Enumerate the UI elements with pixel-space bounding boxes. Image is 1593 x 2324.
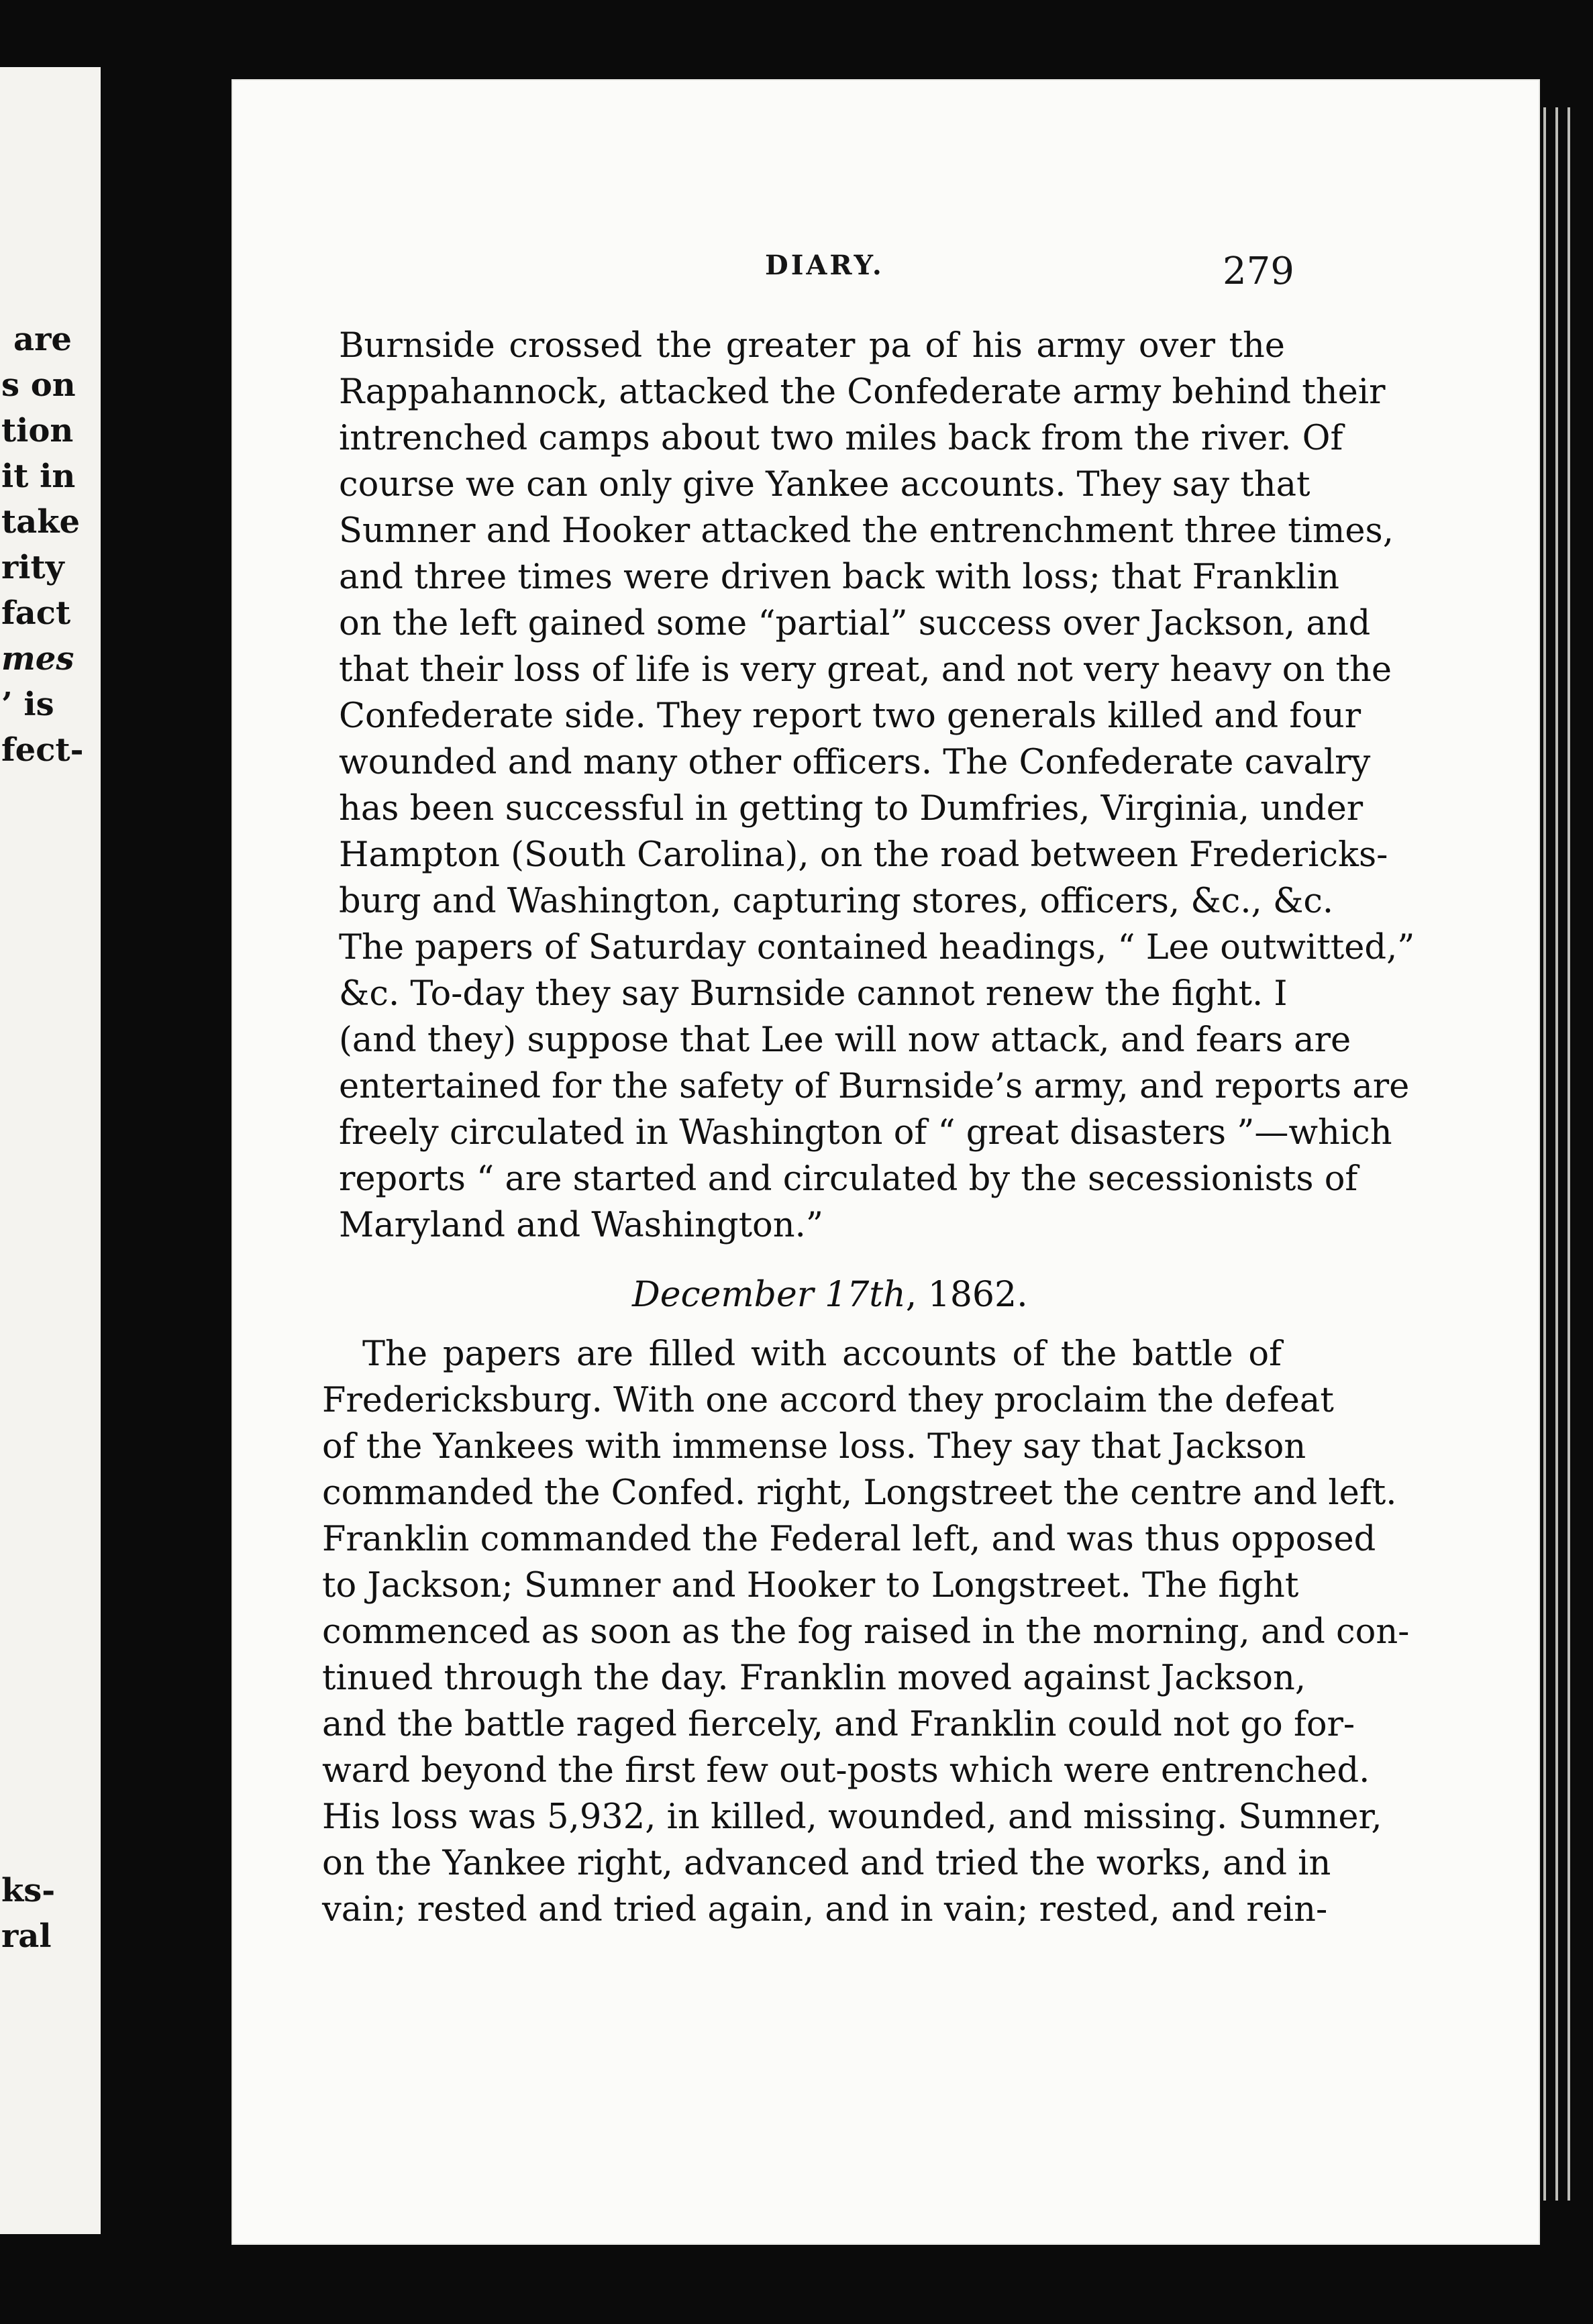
text-line: (and they) suppose that Lee will now attack, and fears are (339, 1020, 1351, 1060)
text-line: vain; rested and tried again, and in vain; rested, and rein- (322, 1890, 1328, 1930)
page-edge (1568, 107, 1570, 2201)
text-line: to Jackson; Sumner and Hooker to Longstreet. The fight (322, 1566, 1299, 1605)
text-line: that their loss of life is very great, and not very heavy on the (339, 650, 1392, 690)
text-line: Sumner and Hooker attacked the entrenchment three times, (339, 511, 1394, 551)
text-line: Burnside crossed the greater pa of his army over the (339, 326, 1285, 366)
text-line: commanded the Confed. right, Longstreet the centre and left. (322, 1473, 1397, 1513)
facing-fragment: ’ is (1, 686, 54, 723)
text-line: freely circulated in Washington of “ great disasters ”—which (339, 1113, 1392, 1153)
text-line: intrenched camps about two miles back from the river. Of (339, 419, 1343, 458)
running-head: DIARY. (765, 250, 884, 281)
text-line: Fredericksburg. With one accord they proclaim the defeat (322, 1381, 1334, 1420)
text-line: Rappahannock, attacked the Confederate army behind their (339, 372, 1386, 412)
facing-fragment: it in (1, 458, 76, 495)
facing-fragment: fact (1, 594, 71, 632)
facing-fragment: tion (1, 412, 74, 450)
text-line: and the battle raged fiercely, and Franklin could not go for- (322, 1705, 1355, 1744)
text-line: reports “ are started and circulated by the secessionists of (339, 1159, 1358, 1199)
page-number: 279 (1223, 250, 1294, 293)
text-line: The papers of Saturday contained headings, “ Lee outwitted,” (339, 928, 1415, 967)
text-line: &c. To-day they say Burnside cannot renew the fight. I (339, 974, 1288, 1014)
text-line: Hampton (South Carolina), on the road between Fredericks- (339, 835, 1388, 875)
facing-page-fragment (0, 67, 101, 2234)
text-line: His loss was 5,932, in killed, wounded, and missing. Sumner, (322, 1797, 1382, 1837)
text-line: on the left gained some “partial” success over Jackson, and (339, 604, 1371, 643)
date-day: 17th (825, 1275, 906, 1315)
text-line: course we can only give Yankee accounts. They say that (339, 465, 1311, 505)
facing-fragment: mes (1, 640, 74, 678)
date-month: December (632, 1275, 814, 1315)
text-line: commenced as soon as the fog raised in the morning, and con- (322, 1612, 1410, 1652)
page-edge (1543, 107, 1546, 2201)
text-line: Confederate side. They report two generals killed and four (339, 696, 1361, 736)
text-line: The papers are filled with accounts of the battle of (362, 1334, 1282, 1374)
page-edge (1555, 107, 1558, 2201)
date-year: , 1862. (905, 1275, 1028, 1315)
text-line: ward beyond the first few out-posts which were entrenched. (322, 1751, 1370, 1791)
text-line: Franklin commanded the Federal left, and was thus opposed (322, 1520, 1376, 1559)
text-line: tinued through the day. Franklin moved against Jackson, (322, 1658, 1306, 1698)
date-heading (632, 1275, 1028, 1315)
text-line: and three times were driven back with loss; that Franklin (339, 558, 1339, 597)
text-line: burg and Washington, capturing stores, officers, &c., &c. (339, 882, 1334, 921)
text-line: entertained for the safety of Burnside’s army, and reports are (339, 1067, 1410, 1106)
facing-fragment: rity (1, 549, 64, 586)
facing-fragment: s on (1, 366, 76, 404)
text-line: of the Yankees with immense loss. They say that Jackson (322, 1427, 1306, 1467)
facing-fragment: ral (1, 1917, 52, 1955)
facing-fragment: fect- (1, 731, 84, 769)
text-line: wounded and many other officers. The Confederate cavalry (339, 743, 1371, 782)
text-line: has been successful in getting to Dumfries, Virginia, under (339, 789, 1364, 829)
facing-fragment: ks- (1, 1872, 56, 1909)
text-line: on the Yankee right, advanced and tried the works, and in (322, 1844, 1331, 1883)
facing-fragment: take (1, 503, 81, 541)
facing-fragment: are (13, 321, 72, 358)
text-line: Maryland and Washington.” (339, 1206, 823, 1245)
